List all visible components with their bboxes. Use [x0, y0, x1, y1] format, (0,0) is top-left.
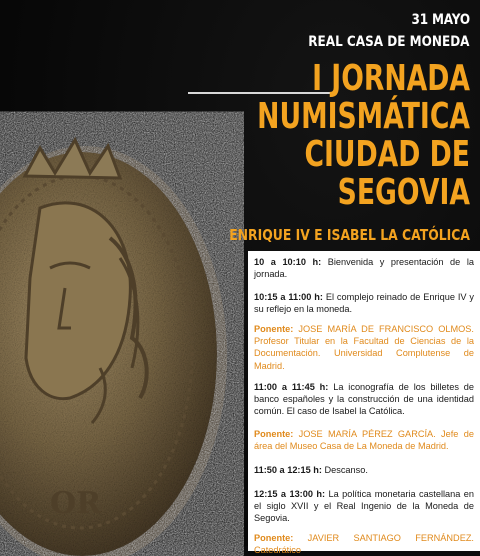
event-venue: REAL CASA DE MONEDA: [308, 34, 470, 50]
program-item: 12:15 a 13:00 h: La política monetaria castellana en el siglo XVII y el Real Ingenio de la Moneda de Segovia.: [254, 489, 475, 524]
program-item: 10 a 10:10 h: Bienvenida y presentación de la jornada.: [254, 257, 474, 280]
program-item: 10:15 a 11:00 h: El complejo reinado de Enrique IV y su reflejo en la moneda.: [254, 292, 474, 315]
event-subtitle: ENRIQUE IV E ISABEL LA CATÓLICA: [229, 226, 470, 244]
event-date: 31 MAYO: [411, 12, 470, 28]
speaker-item: Ponente: JAVIER SANTIAGO FERNÁNDEZ. Catedrático: [254, 533, 474, 556]
title-line: SEGOVIA: [337, 172, 470, 213]
svg-text:OR: OR: [50, 486, 102, 521]
event-title: [170, 60, 470, 212]
program-item: 11:00 a 11:45 h: La iconografía de los billetes de banco españoles y la construcción de una identidad común. El caso de Isabel la Católica.: [254, 382, 474, 417]
title-line: CIUDAD DE: [304, 134, 470, 175]
speaker-item: Ponente: JOSE MARÍA PÉREZ GARCÍA. Jefe de área del Museo Casa de La Moneda de Madrid.: [254, 429, 474, 452]
title-line: NUMISMÁTICA: [257, 96, 470, 137]
program-card: [248, 251, 480, 556]
speaker-item: Ponente: JOSE MARÍA DE FRANCISCO OLMOS. Profesor Titular en la Facultad de Ciencias de la Documentación. Universidad Complutense de Madrid.: [254, 324, 474, 371]
title-line: I JORNADA: [312, 58, 470, 99]
program-item: 11:50 a 12:15 h: Descanso.: [254, 465, 368, 475]
